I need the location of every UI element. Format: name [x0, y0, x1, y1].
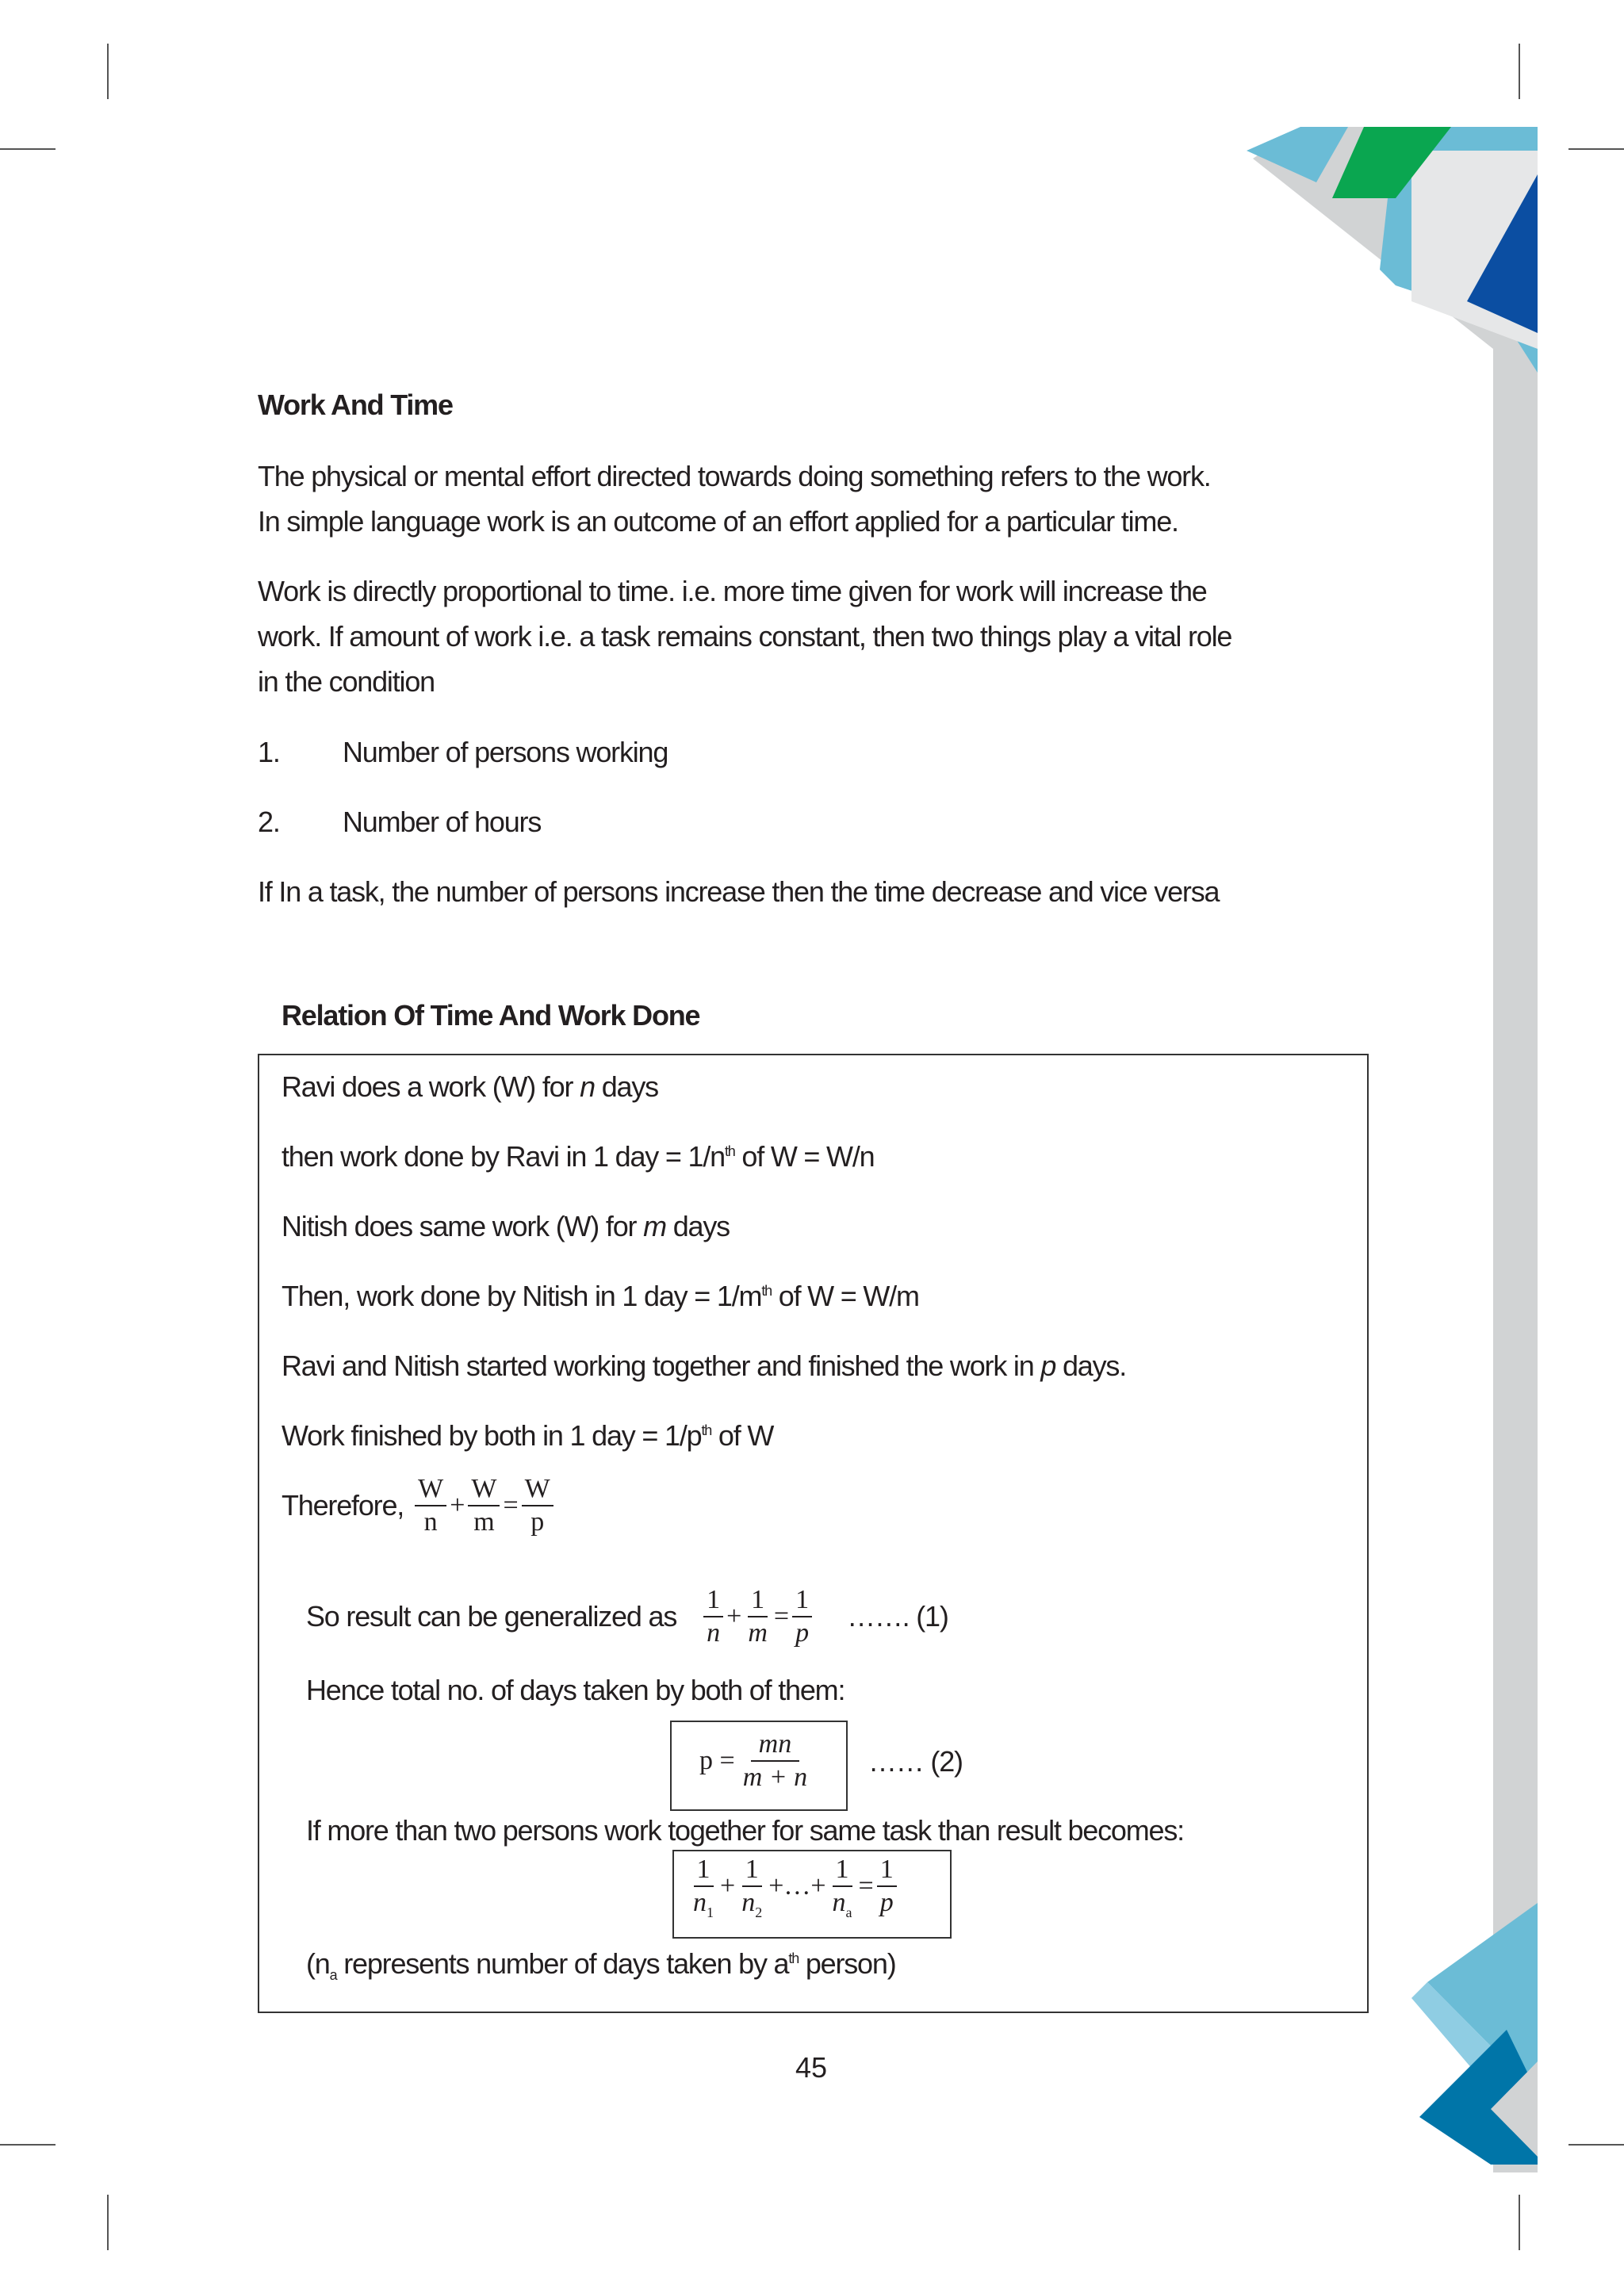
- list-item-number: 1.: [258, 736, 280, 768]
- equation-3: $\frac{1}{n_1}$ + $\frac{1}{n_2}$ +…+ $\frac{1}{n_a}$ = $\frac{1}{p}$: [690, 1854, 897, 1919]
- paragraph-line: work. If amount of work i.e. a task remains constant, then two things play a vital role: [258, 620, 1232, 653]
- fraction: $\frac{1}{n_a}$: [832, 1855, 852, 1920]
- therefore-label: Therefore,: [282, 1489, 404, 1522]
- box-line: Work finished by both in 1 day = $1/p^{th}$ of W: [282, 1419, 774, 1452]
- section-heading: Work And Time: [258, 389, 453, 421]
- paragraph-line: The physical or mental effort directed towards doing something refers to the work.: [258, 460, 1211, 492]
- crop-mark: [107, 2195, 109, 2250]
- equation-2: [699, 1728, 810, 1793]
- fraction: $\frac{1}{n_2}$: [741, 1855, 763, 1920]
- list-item-text: Number of hours: [343, 806, 542, 838]
- equation-therefore: Therefore, $\frac{W}{n}$ + $\frac{W}{m}$ = $\frac{W}{p}$: [282, 1473, 553, 1538]
- box-line: If more than two persons work together for same task than result becomes:: [306, 1814, 1184, 1847]
- box-line: then work done by Ravi in 1 day = $1/n^{th}$ of W = W/n: [282, 1140, 875, 1173]
- equation-label: ……. (1): [847, 1600, 948, 1633]
- box-line: Ravi does a work (W) for n days: [282, 1070, 658, 1103]
- fraction: $\frac{1}{p}$: [877, 1854, 897, 1919]
- crop-mark: [107, 44, 109, 99]
- box-line: Hence total no. of days taken by both of them:: [306, 1674, 845, 1706]
- fraction: $\frac{W}{p}$: [522, 1473, 553, 1538]
- paragraph-line: In simple language work is an outcome of an effort applied for a particular time.: [258, 505, 1178, 538]
- fraction: $\frac{mn}{m + n}$: [742, 1729, 808, 1792]
- equation-generalized: So result can be generalized as $\frac{1}{n}$ + $\frac{1}{m}$ = $\frac{1}{p}$ ……. (1): [306, 1585, 948, 1648]
- crop-mark: [1519, 2195, 1520, 2250]
- fraction: $\frac{1}{p}$: [792, 1584, 812, 1649]
- page-number: 45: [795, 2051, 828, 2084]
- fraction: $\frac{1}{m}$: [748, 1585, 768, 1648]
- fraction: $\frac{W}{n}$: [415, 1473, 446, 1538]
- crop-mark: [1568, 2144, 1624, 2146]
- box-line: Ravi and Nitish started working together and finished the work in p days.: [282, 1349, 1127, 1382]
- crop-mark: [1519, 44, 1520, 99]
- fraction: $\frac{W}{m}$: [468, 1473, 500, 1538]
- fraction: $\frac{1}{n}$: [703, 1584, 723, 1649]
- crop-mark: [0, 2144, 56, 2146]
- box-line: ($n_a$ represents number of days taken by $a^{th}$ person): [306, 1947, 896, 1984]
- generalized-label: So result can be generalized as: [306, 1600, 677, 1633]
- equation-label: …… (2): [868, 1745, 963, 1778]
- list-item-text: Number of persons working: [343, 736, 668, 768]
- equation-lhs: p =: [699, 1746, 735, 1775]
- box-line: Then, work done by Nitish in 1 day = $1/m^{th}$ of W = W/m: [282, 1280, 919, 1312]
- paragraph-line: If In a task, the number of persons increase then the time decrease and vice versa: [258, 875, 1220, 908]
- list-item-number: 2.: [258, 806, 280, 838]
- subsection-heading: Relation Of Time And Work Done: [282, 999, 700, 1032]
- crop-mark: [0, 148, 56, 150]
- crop-mark: [1568, 148, 1624, 150]
- fraction: $\frac{1}{n_1}$: [693, 1855, 714, 1920]
- box-line: Nitish does same work (W) for m days: [282, 1210, 730, 1242]
- paragraph-line: in the condition: [258, 665, 435, 698]
- paragraph-line: Work is directly proportional to time. i.e. more time given for work will increase the: [258, 575, 1207, 607]
